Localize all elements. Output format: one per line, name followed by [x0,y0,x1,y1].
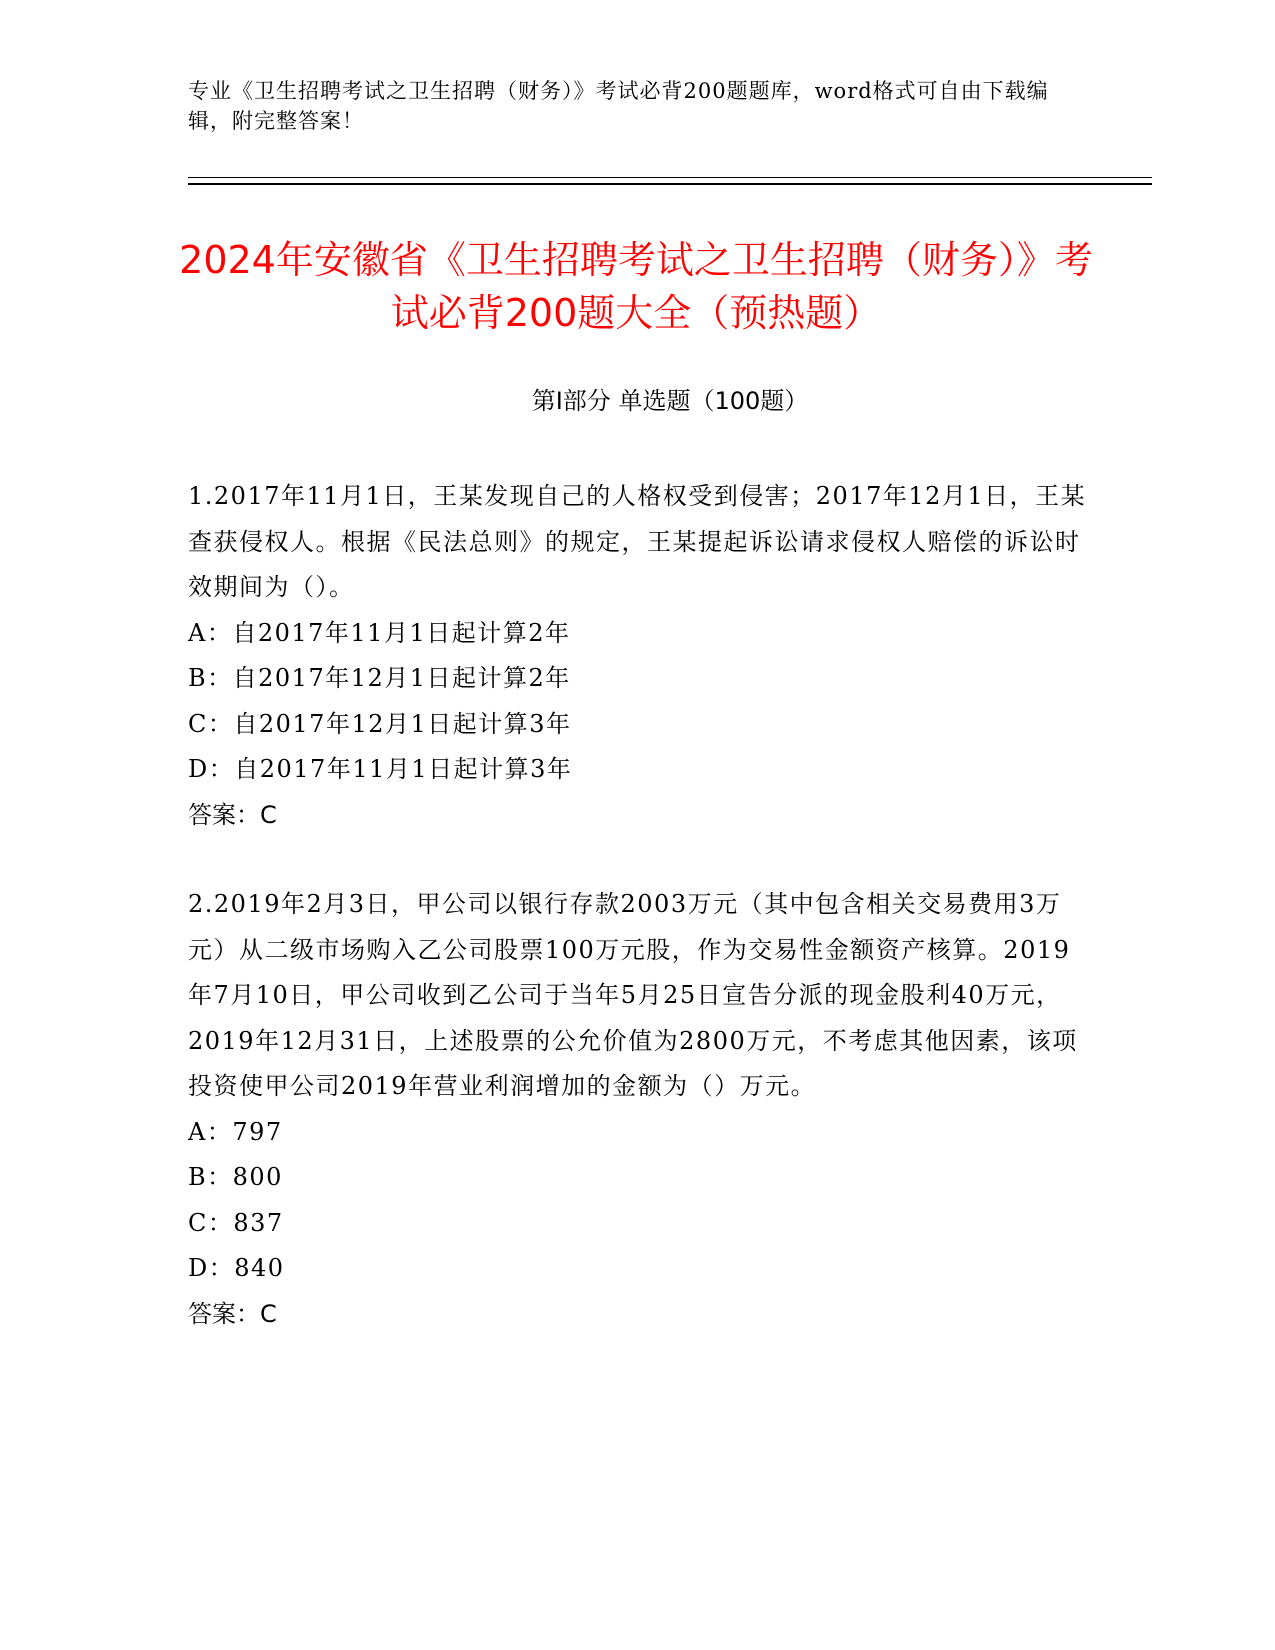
question-stem: 2.2019年2月3日，甲公司以银行存款2003万元（其中包含相关交易费用3万元）从二级市场购入乙公司股票100万元股，作为交易性金额资产核算。2019年7月10日，甲公司收到乙公司于当年5月25日宣告分派的现金股利40万元，2019年12月31日，上述股票的公允价值为2800万元，不考虑其他因素，该项投资使甲公司2019年营业利润增加的金额为（）万元。 [188,890,1078,1100]
option-a: A：自2017年11月1日起计算2年 [188,618,571,647]
option-d: D：840 [188,1254,285,1282]
header-divider-thick [188,183,1152,185]
question-stem: 1.2017年11月1日，王某发现自己的人格权受到侵害；2017年12月1日，王某查获侵权人。根据《民法总则》的规定，王某提起诉讼请求侵权人赔偿的诉讼时效期间为（）。 [188,482,1087,601]
intro-text: 专业《卫生招聘考试之卫生招聘（财务）》考试必背200题题库，word格式可自由下载编辑，附完整答案！ [188,79,1049,133]
section-title: 第I部分 单选题（100题） [531,387,809,415]
option-d: D：自2017年11月1日起计算3年 [188,755,573,783]
option-a: A：797 [188,1117,283,1146]
answer-text: 答案：C [188,800,277,829]
question-block [188,882,1093,1337]
option-c: C：自2017年12月1日起计算3年 [188,709,572,738]
header-divider-thin [188,177,1152,178]
option-b: B：自2017年12月1日起计算2年 [188,664,571,692]
option-c: C：837 [188,1208,284,1237]
document-title: 2024年安徽省《卫生招聘考试之卫生招聘（财务）》考试必背200题大全（预热题） [179,238,1093,335]
question-block [188,474,1093,838]
option-b: B：800 [188,1163,283,1191]
answer-text: 答案：C [188,1299,277,1328]
